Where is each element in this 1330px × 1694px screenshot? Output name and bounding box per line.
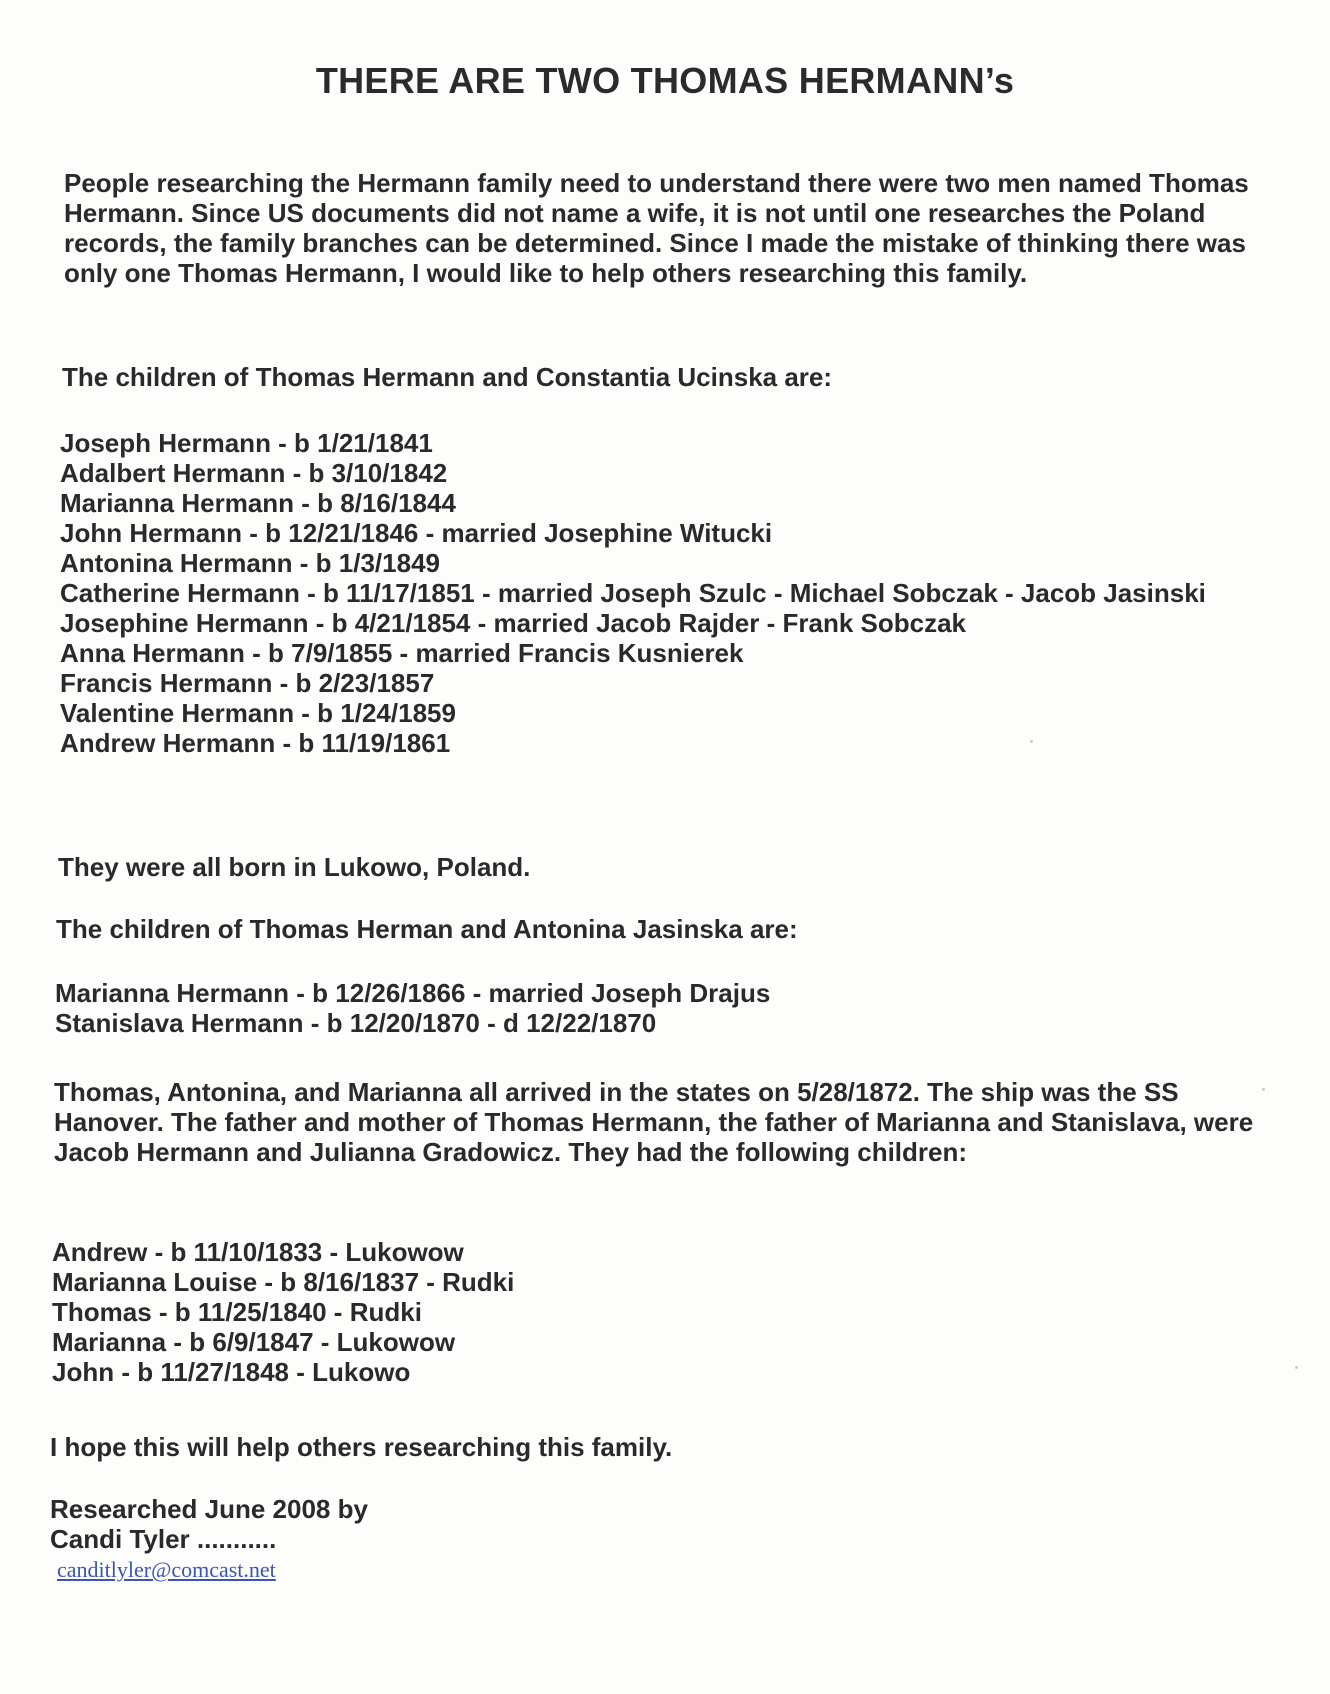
closing-sentence: I hope this will help others researching this family. [50,1432,673,1462]
document-body [64,168,1280,288]
section3-list-block [52,1237,1252,1387]
list-item: Marianna Hermann - b 12/26/1866 - married Joseph Drajus [55,978,771,1008]
list-item: Marianna - b 6/9/1847 - Lukowow [52,1327,456,1357]
scan-speck [1295,1366,1298,1369]
list-item: Valentine Hermann - b 1/24/1859 [60,698,456,728]
list-item: John - b 11/27/1848 - Lukowo [52,1357,411,1387]
list-item: Adalbert Hermann - b 3/10/1842 [60,458,448,488]
arrival-block [54,1077,1264,1167]
list-item: Catherine Hermann - b 11/17/1851 - married Joseph Szulc - Michael Sobczak - Jacob Jasinski [60,578,1206,608]
list-item: Josephine Hermann - b 4/21/1854 - married Jacob Rajder - Frank Sobczak [60,608,967,638]
signature-name: Candi Tyler ........... [50,1524,277,1554]
list-item: Marianna Louise - b 8/16/1837 - Rudki [52,1267,515,1297]
signature-block [50,1494,750,1554]
section1-note-block [58,852,1258,882]
closing-block [50,1432,1250,1462]
arrival-paragraph: Thomas, Antonina, and Marianna all arrived in the states on 5/28/1872. The ship was the SS Hanover. The father and mother of Thomas Hermann, the father of Marianna and Stanislava, were Jacob Hermann and Julianna Gradowicz. They had the following children: [54,1077,1254,1167]
section2-heading-block [56,914,1256,944]
section2-heading: The children of Thomas Herman and Antonina Jasinska are: [56,914,798,944]
section1-heading-block [62,362,1262,392]
children-list-constantia [60,428,1250,758]
children-list-jacob [52,1237,1252,1387]
intro-paragraph: People researching the Hermann family need to understand there were two men named Thomas Hermann. Since US documents did not name a wife, it is not until one researches the Poland records, the family branches can be determined. Since I made the mistake of thinking there was only one Thomas Hermann, I would like to help others researching this family. [64,168,1249,288]
list-item: Joseph Hermann - b 1/21/1841 [60,428,433,458]
section1-list-block [60,428,1250,758]
list-item: John Hermann - b 12/21/1846 - married Josephine Witucki [60,518,773,548]
section1-heading: The children of Thomas Hermann and Constantia Ucinska are: [62,362,833,392]
section2-list-block [55,978,1255,1038]
list-item: Francis Hermann - b 2/23/1857 [60,668,435,698]
signature-researched: Researched June 2008 by [50,1494,368,1524]
scan-speck [1030,740,1033,743]
list-item: Andrew - b 11/10/1833 - Lukowow [52,1237,464,1267]
list-item: Marianna Hermann - b 8/16/1844 [60,488,456,518]
email-link[interactable]: canditlyler@comcast.net [57,1557,276,1582]
birthplace-note: They were all born in Lukowo, Poland. [58,852,531,882]
list-item: Antonina Hermann - b 1/3/1849 [60,548,440,578]
document-title: THERE ARE TWO THOMAS HERMANN’s [315,60,1015,101]
list-item: Thomas - b 11/25/1840 - Rudki [52,1297,422,1327]
list-item: Anna Hermann - b 7/9/1855 - married Francis Kusnierek [60,638,744,668]
scan-speck [1262,1088,1265,1091]
children-list-antonina [55,978,1255,1038]
list-item: Stanislava Hermann - b 12/20/1870 - d 12/22/1870 [55,1008,657,1038]
list-item: Andrew Hermann - b 11/19/1861 [60,728,451,758]
